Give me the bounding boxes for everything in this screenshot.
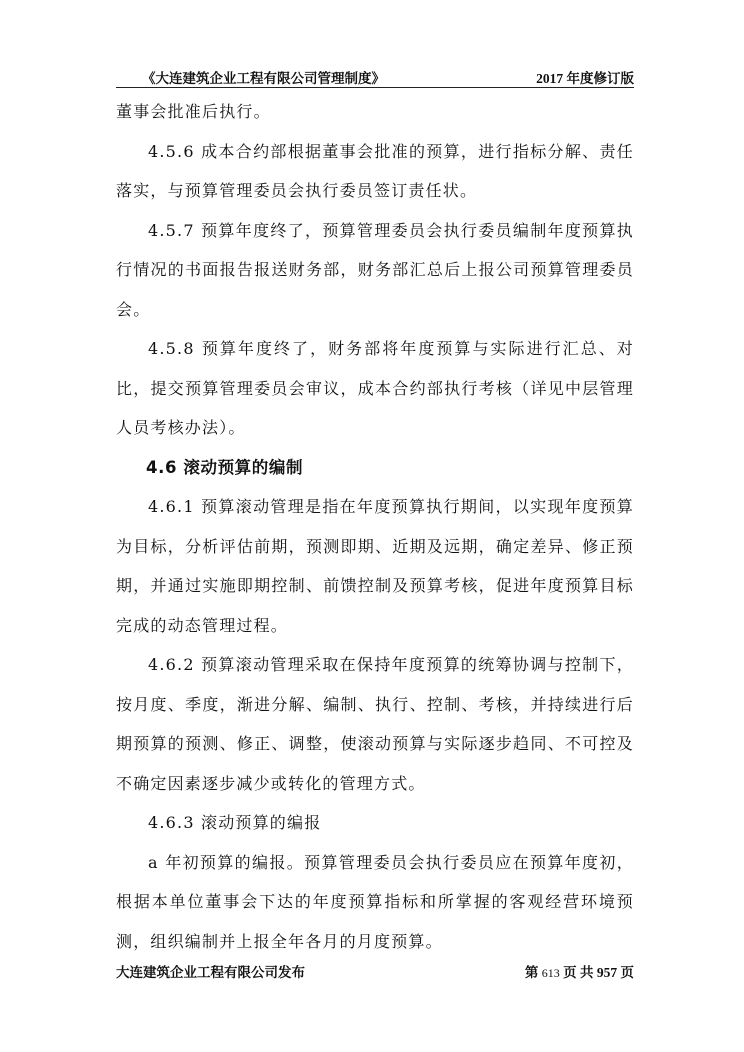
paragraph-4-5-8: 4.5.8 预算年度终了，财务部将年度预算与实际进行汇总、对比，提交预算管理委员会审议，成本合约部执行考核（详见中层管理人员考核办法）。 <box>116 339 634 437</box>
publisher-label: 大连建筑企业工程有限公司发布 <box>116 965 305 980</box>
paragraph-4-6-3: 4.6.3 滚动预算的编报 <box>148 813 322 832</box>
page-number: 613 <box>541 966 560 980</box>
page-footer <box>116 961 634 985</box>
paragraph-4-6-2: 4.6.2 预算滚动管理采取在保持年度预算的统筹协调与控制下，按月度、季度，渐进分解、编制、执行、控制、考核，并持续进行后期预算的预测、修正、调整，使滚动预算与实际逐步趋同、不可控及不确定因素逐步减少或转化的管理方式。 <box>116 655 634 793</box>
edition-label: 2017 年度修订版 <box>536 71 634 86</box>
paragraph-4-6-1: 4.6.1 预算滚动管理是指在年度预算执行期间，以实现年度预算为目标，分析评估前期，预测即期、近期及远期，确定差异、修正预期，并通过实施即期控制、前馈控制及预算考核，促进年度预算目标完成的动态管理过程。 <box>116 497 634 635</box>
page-header <box>116 63 634 88</box>
paragraph-4-5-7: 4.5.7 预算年度终了，预算管理委员会执行委员编制年度预算执行情况的书面报告报送财务部，财务部汇总后上报公司预算管理委员会。 <box>116 220 634 319</box>
total-pages: 957 <box>596 965 618 980</box>
section-heading-4-6: 4.6 滚动预算的编制 <box>146 457 304 477</box>
page-middle: 页 共 <box>563 965 594 980</box>
page-prefix: 第 <box>524 965 539 980</box>
paragraph-continuation: 董事会批准后执行。 <box>116 102 271 121</box>
page-suffix: 页 <box>620 965 634 980</box>
document-title: 《大连建筑企业工程有限公司管理制度》 <box>142 71 385 86</box>
paragraph-4-5-6: 4.5.6 成本合约部根据董事会批准的预算，进行指标分解、责任落实，与预算管理委员会执行委员签订责任状。 <box>116 141 634 200</box>
paragraph-item-a: a 年初预算的编报。预算管理委员会执行委员应在预算年度初，根据本单位董事会下达的年度预算指标和所掌握的客观经营环境预测，组织编制并上报全年各月的月度预算。 <box>116 852 634 951</box>
document-body <box>116 92 634 961</box>
page-indicator <box>525 961 634 981</box>
